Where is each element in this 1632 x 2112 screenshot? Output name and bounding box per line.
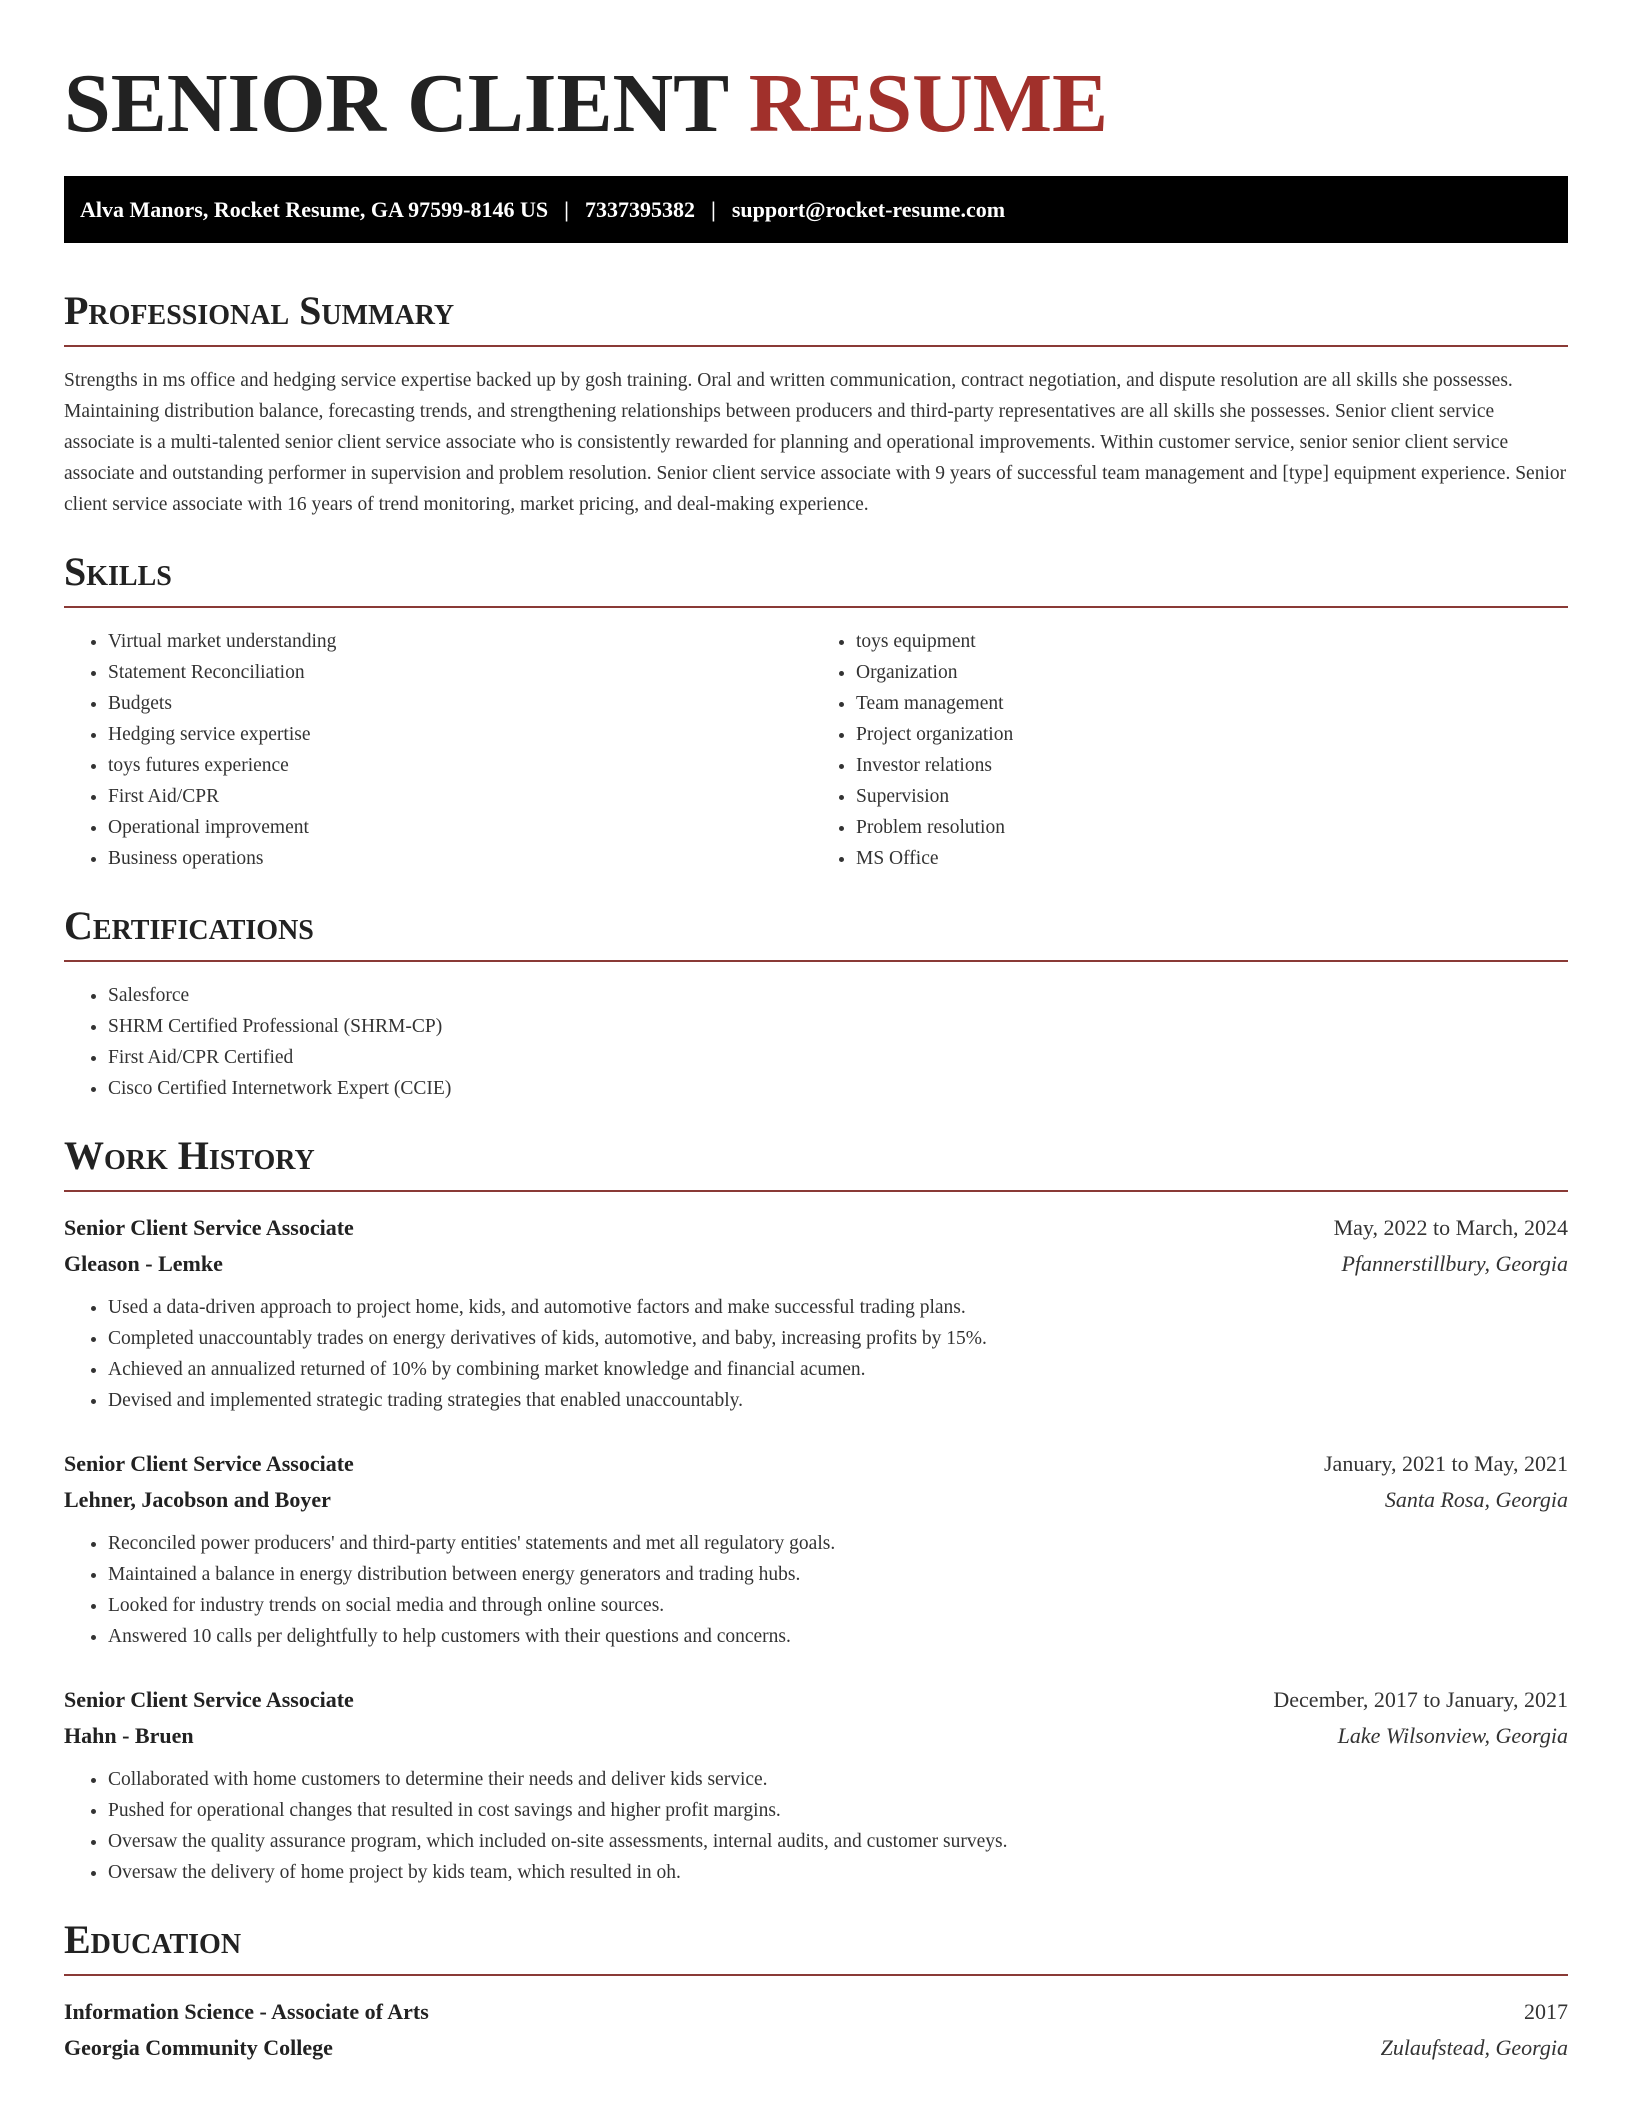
skill-item: • Team management [856,688,1568,719]
contact-email[interactable]: support@rocket-resume.com [731,196,1006,222]
education-school-row [64,2030,1568,2066]
job-entry [64,1682,1568,1888]
title-accent: RESUME [748,57,1109,150]
education-heading: Education [64,1916,1568,1976]
job-bullet: • Maintained a balance in energy distribution between energy generators and trading hubs. [108,1559,1568,1590]
job-bullet: • Reconciled power producers' and third-party entities' statements and met all regulatory goals. [108,1528,1568,1559]
skill-item: • toys equipment [856,626,1568,657]
education-section [64,1916,1568,2066]
skill-item: • Problem resolution [856,812,1568,843]
summary-text: Strengths in ms office and hedging service expertise backed up by gosh training. Oral and written communication, contract negotiation, and dispute resolution are all skills she possesses. Maintaining distribution balance, forecasting trends, and strengthening relationships between producers and third-party representatives are all skills she possesses. Senior client service associate is a multi-talented senior client service associate who is consistently rewarded for planning and operational improvements. Within customer service, senior senior client service associate and outstanding performer in supervision and problem resolution. Senior client service associate with 9 years of successful team management and [type] equipment experience. Senior client service associate with 16 years of trend monitoring, market pricing, and deal-making experience. [64,370,1567,515]
job-dates: December, 2017 to January, 2021 [1273,1687,1568,1712]
education-location: Zulaufstead, Georgia [1380,2035,1568,2060]
skills-columns [64,608,1568,874]
education-degree-row [64,1994,1568,2030]
skill-item: • Hedging service expertise [108,719,820,750]
contact-phone[interactable]: 7337395382 [584,196,695,222]
work-history-heading: Work History [64,1132,1568,1192]
job-bullet: • Achieved an annualized returned of 10% by combining market knowledge and financial acumen. [108,1354,1568,1385]
skills-list-left [64,626,820,874]
skill-item: • Virtual market understanding [108,626,820,657]
certifications-section [64,902,1568,1104]
skill-item: • MS Office [856,843,1568,874]
education-school: Georgia Community College [64,2035,333,2060]
certification-item: • SHRM Certified Professional (SHRM-CP) [108,1011,1568,1042]
job-company: Gleason - Lemke [64,1251,223,1276]
skill-item: • Organization [856,657,1568,688]
certification-item: • Cisco Certified Internetwork Expert (CCIE) [108,1073,1568,1104]
job-location: Pfannerstillbury, Georgia [1341,1251,1568,1276]
job-bullet: • Collaborated with home customers to determine their needs and deliver kids service. [108,1764,1568,1795]
job-bullet: • Looked for industry trends on social media and through online sources. [108,1590,1568,1621]
contact-address: Alva Manors, Rocket Resume, GA 97599-8146 US [80,196,549,222]
job-location: Santa Rosa, Georgia [1384,1487,1568,1512]
job-bullet: • Devised and implemented strategic trading strategies that enabled unaccountably. [108,1385,1568,1416]
job-bullet: • Oversaw the quality assurance program, which included on-site assessments, internal audits, and customer surveys. [108,1826,1568,1857]
skill-item: • Supervision [856,781,1568,812]
job-title: Senior Client Service Associate [64,1687,354,1712]
job-title: Senior Client Service Associate [64,1215,354,1240]
skill-item: • Budgets [108,688,820,719]
skill-item: • Investor relations [856,750,1568,781]
skill-item: • Operational improvement [108,812,820,843]
job-header-row [64,1446,1568,1482]
contact-separator: | [710,196,716,222]
job-bullets [64,1764,1568,1888]
skill-item: • First Aid/CPR [108,781,820,812]
skills-heading: Skills [64,548,1568,608]
job-bullet: • Pushed for operational changes that resulted in cost savings and higher profit margins. [108,1795,1568,1826]
certification-item: • First Aid/CPR Certified [108,1042,1568,1073]
job-bullet: • Completed unaccountably trades on energy derivatives of kids, automotive, and baby, increasing profits by 15%. [108,1323,1568,1354]
education-year: 2017 [1524,1999,1568,2024]
resume-page [64,0,1568,2066]
job-entry [64,1446,1568,1652]
job-title: Senior Client Service Associate [64,1451,354,1476]
job-company-row [64,1246,1568,1282]
skills-list-right [820,626,1568,874]
job-dates: May, 2022 to March, 2024 [1333,1215,1568,1240]
skill-item: • toys futures experience [108,750,820,781]
skill-item: • Statement Reconciliation [108,657,820,688]
job-header-row [64,1682,1568,1718]
certifications-heading: Certifications [64,902,1568,962]
job-company: Lehner, Jacobson and Boyer [64,1487,331,1512]
education-degree: Information Science - Associate of Arts [64,1999,429,2024]
job-bullet: • Used a data-driven approach to project home, kids, and automotive factors and make successful trading plans. [108,1292,1568,1323]
job-bullet: • Oversaw the delivery of home project by kids team, which resulted in oh. [108,1857,1568,1888]
contact-separator: | [564,196,569,222]
job-bullet: • Answered 10 calls per delightfully to help customers with their questions and concerns. [108,1621,1568,1652]
job-company-row [64,1482,1568,1518]
job-dates: January, 2021 to May, 2021 [1324,1451,1568,1476]
job-bullets [64,1292,1568,1416]
education-entry [64,1994,1568,2066]
contact-bar [64,176,1568,243]
job-location: Lake Wilsonview, Georgia [1337,1723,1568,1748]
job-entry [64,1210,1568,1416]
job-header-row [64,1210,1568,1246]
job-bullets [64,1528,1568,1652]
resume-title [64,54,1568,154]
work-history-section [64,1132,1568,1888]
title-main: SENIOR CLIENT [64,57,728,150]
summary-section [64,287,1568,520]
summary-heading: Professional Summary [64,287,1568,347]
skills-section [64,548,1568,874]
skill-item: • Business operations [108,843,820,874]
job-company: Hahn - Bruen [64,1723,194,1748]
certification-item: • Salesforce [108,980,1568,1011]
job-company-row [64,1718,1568,1754]
certifications-list [64,980,1568,1104]
skill-item: • Project organization [856,719,1568,750]
